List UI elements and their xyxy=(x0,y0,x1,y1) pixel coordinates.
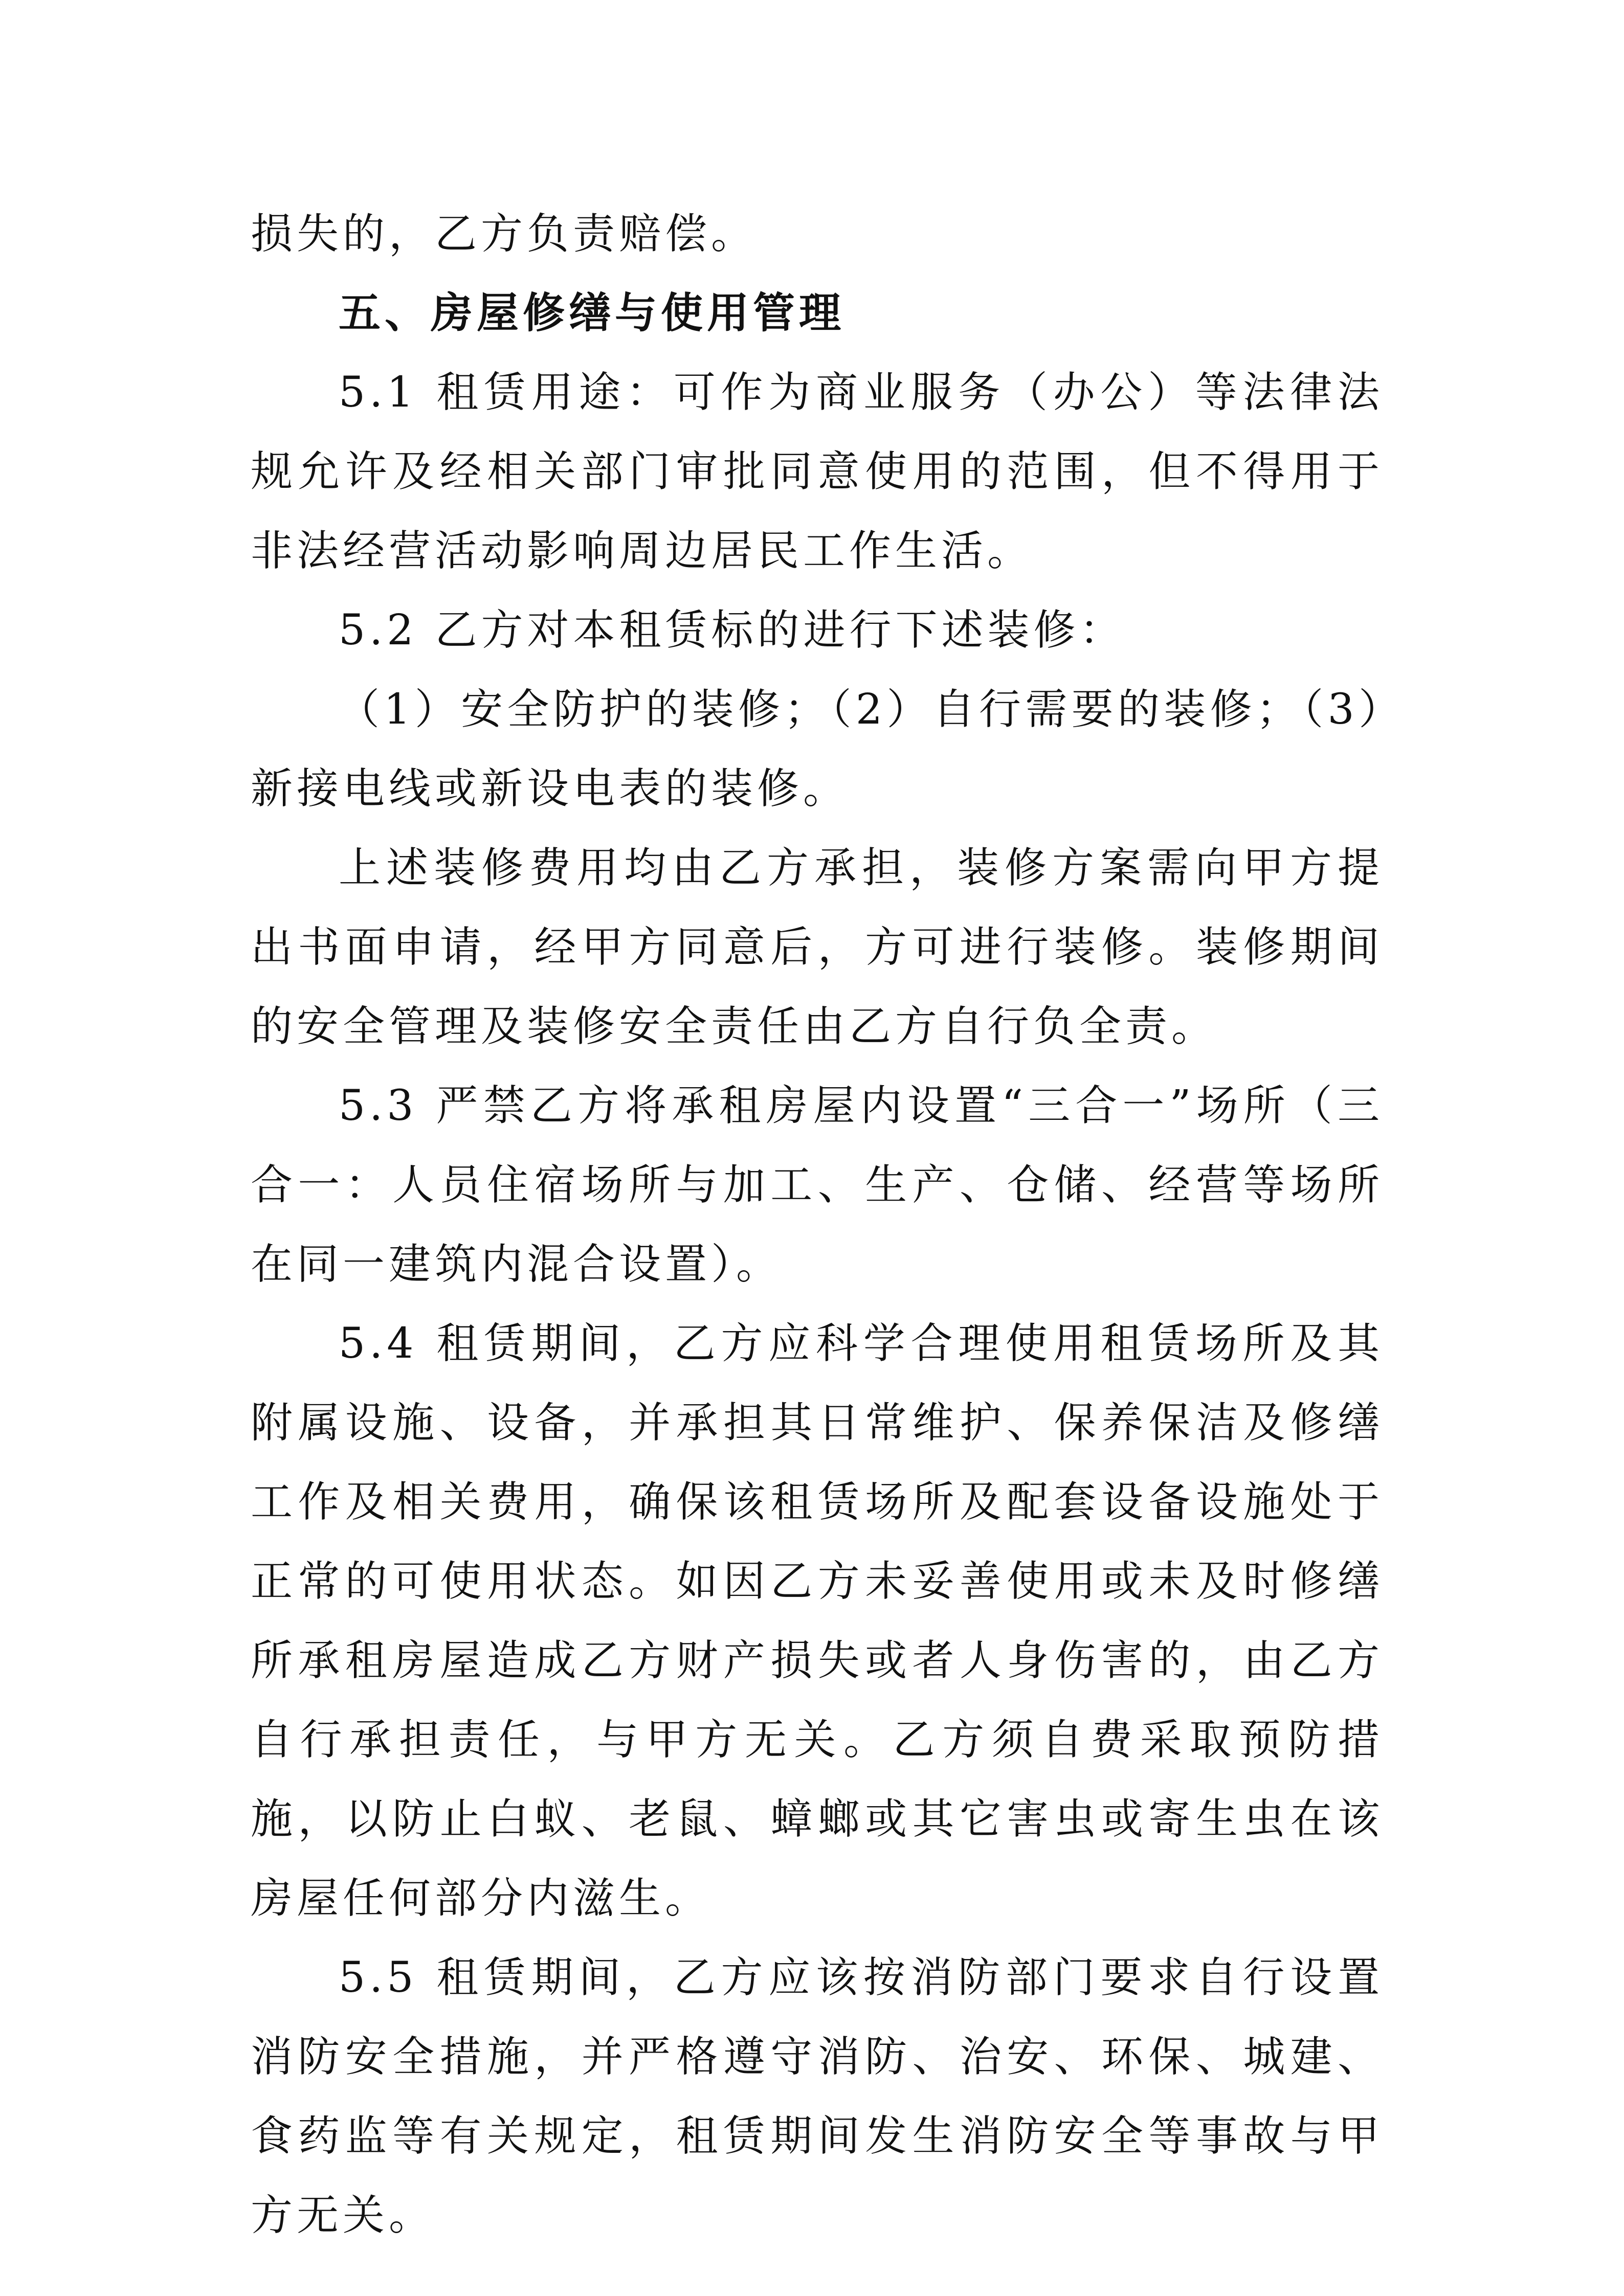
clause-5-2: 5.2 乙方对本租赁标的进行下述装修： xyxy=(339,606,1126,655)
section-heading: 五、房屋修缮与使用管理 xyxy=(339,288,846,337)
clause-5-3: 5.3 严禁乙方将承租房屋内设置“三合一”场所（三合一：人员住宿场所与加工、生产、仓储、经营等场所在同一建筑内混合设置）。 xyxy=(251,1082,1384,1289)
document-page xyxy=(251,194,1384,2255)
clause-5-2-cost: 上述装修费用均由乙方承担，装修方案需向甲方提出书面申请，经甲方同意后，方可进行装修。装修期间的安全管理及装修安全责任由乙方自行负全责。 xyxy=(251,844,1384,1051)
clause-5-1: 5.1 租赁用途：可作为商业服务（办公）等法律法规允许及经相关部门审批同意使用的范围，但不得用于非法经营活动影响周边居民工作生活。 xyxy=(251,368,1384,575)
clause-5-5: 5.5 租赁期间，乙方应该按消防部门要求自行设置消防安全措施，并严格遵守消防、治安、环保、城建、食药监等有关规定，租赁期间发生消防安全等事故与甲方无关。 xyxy=(251,1953,1384,2240)
paragraph-continuation: 损失的，乙方负责赔偿。 xyxy=(251,210,758,258)
clause-5-4: 5.4 租赁期间，乙方应科学合理使用租赁场所及其附属设施、设备，并承担其日常维护、保养保洁及修缮工作及相关费用，确保该租赁场所及配套设备设施处于正常的可使用状态。如因乙方未妥善使用或未及时修缮所承租房屋造成乙方财产损失或者人身伤害的，由乙方自行承担责任，与甲方无关。乙方须自费采取预防措施，以防止白蚁、老鼠、蟑螂或其它害虫或寄生虫在该房屋任何部分内滋生。 xyxy=(251,1319,1384,1923)
clause-5-2-items: （1）安全防护的装修；（2）自行需要的装修；（3）新接电线或新设电表的装修。 xyxy=(251,685,1384,813)
